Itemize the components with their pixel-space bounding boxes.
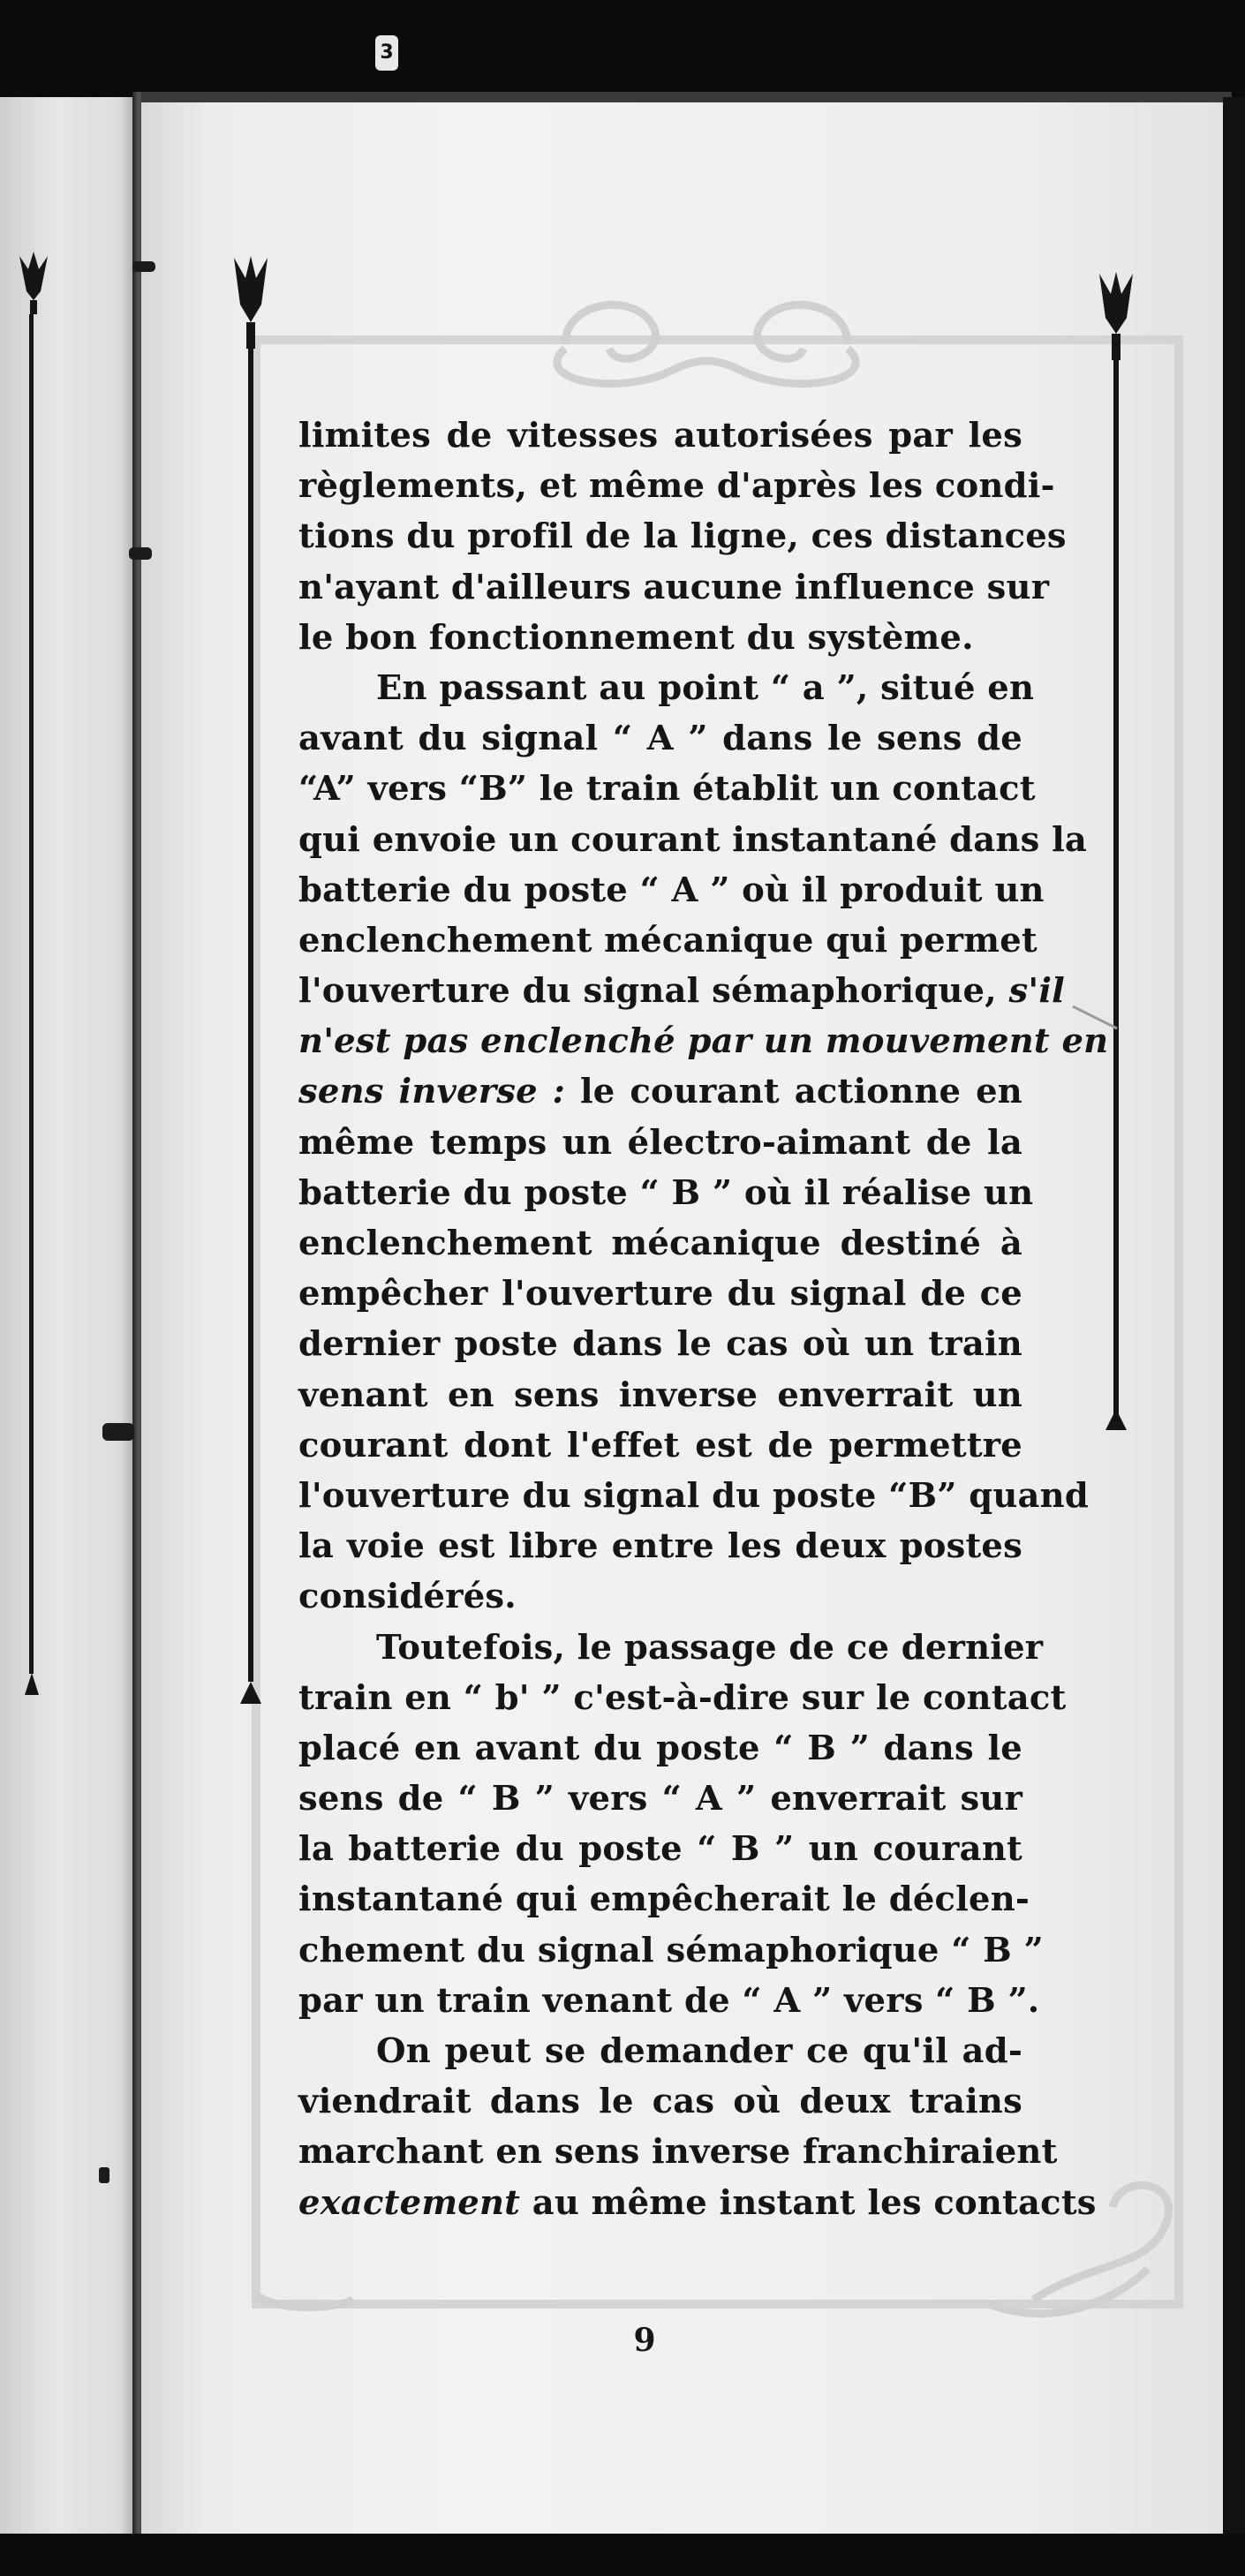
text-line: En passant au point “ a ”, situé en <box>376 667 1035 708</box>
text-line: dernier poste dans le cas où un train <box>298 1324 1022 1365</box>
text-line <box>298 1066 1022 1117</box>
text-line: qui envoie un courant instantané dans la <box>298 819 1088 860</box>
arrowhead-icon <box>25 1673 39 1695</box>
arrowhead-icon <box>1105 1409 1127 1430</box>
italic-text-line: n'est pas enclenché par un mouvement en <box>298 1021 1109 1062</box>
text-line: placé en avant du poste “ B ” dans le <box>298 1728 1022 1768</box>
text-line: la voie est libre entre les deux postes <box>298 1526 1022 1567</box>
text-line <box>298 2178 1097 2228</box>
text-line: sens de “ B ” vers “ A ” enverrait sur <box>298 1779 1022 1819</box>
italic-fragment: s'il <box>1008 971 1065 1012</box>
tulip-ornament-icon <box>19 252 48 314</box>
text-line: règlements, et même d'après les condi- <box>298 466 1055 507</box>
text-line: limites de vitesses autorisées par les <box>298 416 1022 456</box>
italic-fragment: exactement <box>298 2182 521 2223</box>
text-line: l'ouverture du signal du poste “B” quand <box>298 1475 1089 1516</box>
text-line: enclenchement mécanique destiné à <box>298 1224 1022 1263</box>
text-line: “A” vers “B” le train établit un contact <box>298 769 1036 810</box>
text-line: chement du signal sémaphorique “ B ” <box>298 1930 1044 1970</box>
text-line: batterie du poste “ A ” où il produit un <box>298 870 1045 910</box>
text-fragment: le courant actionne en <box>579 1072 1022 1112</box>
text-line: empêcher l'ouverture du signal de ce <box>298 1274 1022 1314</box>
text-line: enclenchement mécanique qui permet <box>298 920 1038 960</box>
text-line: même temps un électro-aimant de la <box>298 1122 1022 1163</box>
page-number: 9 <box>633 2322 656 2359</box>
text-line: considérés. <box>298 1577 517 1617</box>
text-line: courant dont l'effet est de permettre <box>298 1425 1022 1465</box>
text-line: tions du profil de la ligne, ces distances <box>298 516 1067 557</box>
italic-fragment: sens inverse : <box>298 1072 566 1112</box>
text-line: instantané qui empêcherait le déclen- <box>298 1879 1030 1920</box>
text-line: venant en sens inverse enverrait un <box>298 1375 1022 1415</box>
text-fragment: au même instant les contacts <box>532 2182 1097 2223</box>
text-line: par un train venant de “ A ” vers “ B ”. <box>298 1980 1040 2021</box>
text-line: avant du signal “ A ” dans le sens de <box>298 719 1022 759</box>
tulip-ornament-icon <box>1099 272 1133 360</box>
text-line: Toutefois, le passage de ce dernier <box>376 1627 1044 1668</box>
text-line: n'ayant d'ailleurs aucune influence sur <box>298 567 1050 607</box>
text-line: la batterie du poste “ B ” un courant <box>298 1829 1022 1870</box>
scan-corner-mark: 3 <box>375 35 398 71</box>
text-fragment: l'ouverture du signal sémaphorique, <box>298 971 997 1012</box>
text-line: batterie du poste “ B ” où il réalise un <box>298 1172 1034 1213</box>
text-line <box>298 966 1065 1016</box>
text-line: le bon fonctionnement du système. <box>298 617 974 658</box>
text-line: On peut se demander ce qu'il ad- <box>376 2031 1022 2071</box>
text-line: train en “ b' ” c'est-à-dire sur le contact <box>298 1677 1067 1718</box>
text-line: marchant en sens inverse franchiraient <box>298 2132 1058 2173</box>
body-text <box>298 411 1109 2228</box>
text-line: viendrait dans le cas où deux trains <box>298 2082 1022 2122</box>
tulip-ornament-icon <box>234 256 268 349</box>
